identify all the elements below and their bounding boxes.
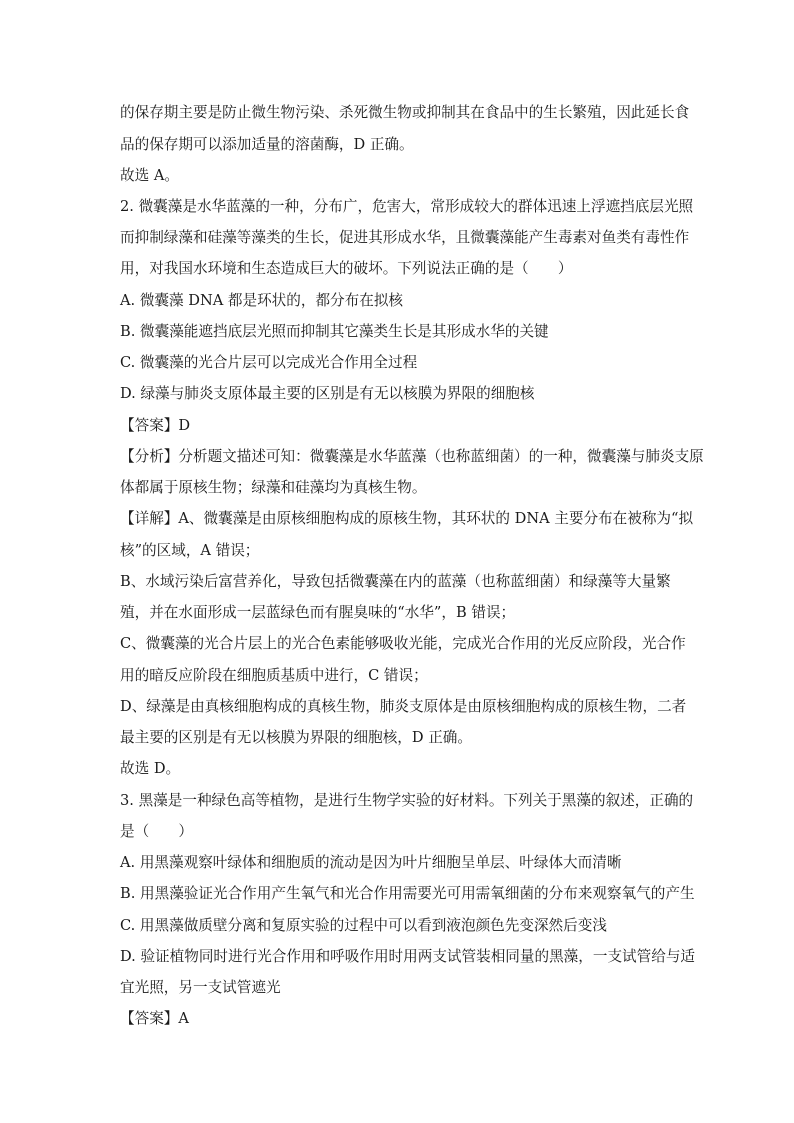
text-line-3: 故选 A。 bbox=[120, 167, 179, 184]
question-3-line-1: 3. 黑藻是一种绿色高等植物，是进行生物学实验的好材料。下列关于黑藻的叙述，正确的 bbox=[120, 792, 694, 809]
text-line-1: 的保存期主要是防止微生物污染、杀死微生物或抑制其在食品中的生长繁殖，因此延长食 bbox=[120, 104, 690, 121]
option-d: D. 绿藻与肺炎支原体最主要的区别是有无以核膜为界限的细胞核 bbox=[120, 385, 535, 402]
option-a: A. 微囊藻 DNA 都是环状的，都分布在拟核 bbox=[120, 292, 404, 309]
question-2-line-2: 而抑制绿藻和硅藻等藻类的生长，促进其形成水华，且微囊藻能产生毒素对鱼类有毒性作 bbox=[120, 229, 690, 246]
choose-line: 故选 D。 bbox=[120, 760, 181, 777]
question-2-line-1: 2. 微囊藻是水华蓝藻的一种，分布广，危害大，常形成较大的群体迅速上浮遮挡底层光照 bbox=[120, 198, 694, 215]
q3-option-d-line-2: 宜光照，另一支试管遮光 bbox=[120, 979, 281, 996]
analysis-line-1: 【分析】分析题文描述可知：微囊藻是水华蓝藻（也称蓝细菌）的一种，微囊藻与肺炎支原 bbox=[120, 448, 704, 465]
detail-line-4: 殖，并在水面形成一层蓝绿色而有腥臭味的“水华”，B 错误； bbox=[120, 604, 516, 621]
text-line-2: 品的保存期可以添加适量的溶菌酶，D 正确。 bbox=[120, 136, 414, 153]
analysis-line-2: 体都属于原核生物；绿藻和硅藻均为真核生物。 bbox=[120, 479, 427, 496]
answer-label-q3: 【答案】A bbox=[120, 1010, 189, 1027]
detail-line-1: 【详解】A、微囊藻是由原核细胞构成的原核生物，其环状的 DNA 主要分布在被称为“拟 bbox=[120, 510, 694, 527]
answer-label: 【答案】D bbox=[120, 417, 191, 434]
option-b: B. 微囊藻能遮挡底层光照而抑制其它藻类生长是其形成水华的关键 bbox=[120, 323, 549, 340]
detail-line-7: D、绿藻是由真核细胞构成的真核生物，肺炎支原体是由原核细胞构成的原核生物，二者 bbox=[120, 698, 687, 715]
detail-line-5: C、微囊藻的光合片层上的光合色素能够吸收光能，完成光合作用的光反应阶段，光合作 bbox=[120, 635, 686, 652]
question-3-line-2: 是（ ） bbox=[120, 823, 193, 840]
detail-line-3: B、水域污染后富营养化，导致包括微囊藻在内的蓝藻（也称蓝细菌）和绿藻等大量繁 bbox=[120, 573, 671, 590]
option-c: C. 微囊藻的光合片层可以完成光合作用全过程 bbox=[120, 354, 418, 371]
question-2-line-3: 用，对我国水环境和生态造成巨大的破坏。下列说法正确的是（ ） bbox=[120, 260, 573, 277]
q3-option-d-line-1: D. 验证植物同时进行光合作用和呼吸作用时用两支试管装相同量的黑藻，一支试管给与适 bbox=[120, 948, 696, 965]
detail-line-2: 核”的区域，A 错误； bbox=[120, 542, 260, 559]
q3-option-c: C. 用黑藻做质壁分离和复原实验的过程中可以看到液泡颜色先变深然后变浅 bbox=[120, 917, 607, 934]
q3-option-a: A. 用黑藻观察叶绿体和细胞质的流动是因为叶片细胞呈单层、叶绿体大而清晰 bbox=[120, 854, 622, 871]
detail-line-8: 最主要的区别是有无以核膜为界限的细胞核，D 正确。 bbox=[120, 729, 472, 746]
detail-line-6: 用的暗反应阶段在细胞质基质中进行，C 错误； bbox=[120, 667, 428, 684]
q3-option-b: B. 用黑藻验证光合作用产生氧气和光合作用需要光可用需氧细菌的分布来观察氧气的产生 bbox=[120, 885, 695, 902]
